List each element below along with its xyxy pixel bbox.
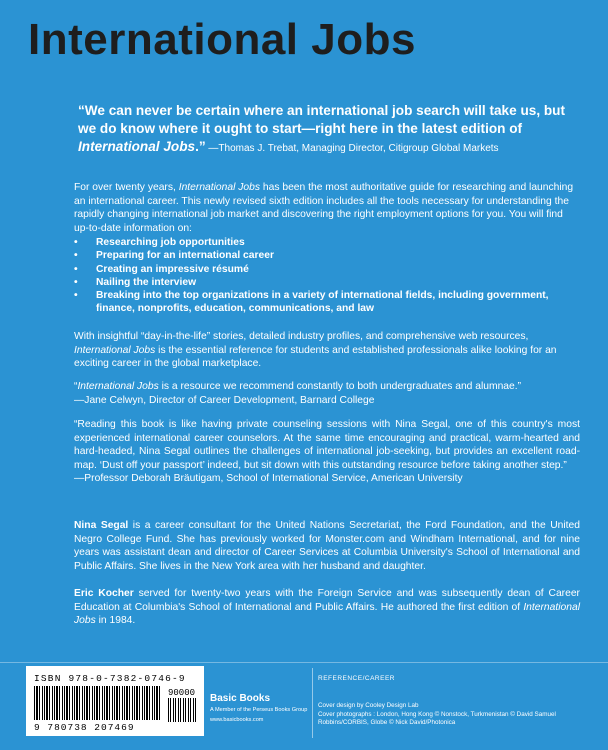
isbn-text: ISBN 978-0-7382-0746-9 [34,673,186,684]
publisher-name: Basic Books [210,693,271,704]
feature-list [74,236,580,316]
intro-paragraph [74,181,580,235]
blurb-attribution: —Professor Deborah Bräutigam, School of International Service, American University [74,473,463,485]
footer-divider [0,662,608,663]
photo-credit: Cover photographs : London, Hong Kong © Nonstock, Turkmenistan © David Samuel Robbins/CORBIS, Globe © Nick David/Photonica [318,710,556,727]
list-item: • Researching job opportunities [74,236,580,249]
footer-vertical-divider [312,668,313,738]
author-bio-segal [74,519,580,573]
price-code: 90000 [168,688,196,698]
pullquote-book-title: International Jobs [78,139,196,154]
blurb-celwyn [74,380,580,407]
price-barcode-bars [168,698,198,722]
pullquote [78,102,578,158]
author-bio-kocher [74,587,580,628]
blurb-text: “Reading this book is like having private counseling sessions with Nina Segal, one of this country's most experienced international career counselors. At the same time encouraging and practical, warm-hearted and hard-headed, Nina Segal outlines the challenges of international job-seeking, but provides an excellent road-map. ‘Dust off your passport’ indeed, but sit down with this outstanding resource before taking another step.” [74,419,580,471]
blurb-brautigam [74,418,580,486]
pullquote-close: .” [195,139,206,154]
pullquote-text: “We can never be certain where an international job search will take us, but we do know where it ought to start—right here in the latest edition of [78,103,566,136]
publisher-url: www.basicbooks.com [210,717,264,723]
list-item: • Creating an impressive résumé [74,263,580,276]
author-bio-end: in 1984. [95,615,136,627]
list-item: • Nailing the interview [74,276,580,289]
barcode-digits: 9 780738 207469 [34,722,135,733]
design-credit: Cover design by Cooley Design Lab [318,702,419,709]
barcode [26,666,204,736]
cover-credits [318,702,588,728]
blurb-text: is a resource we recommend constantly to both undergraduates and alumnae.” [158,381,522,392]
list-item: • Preparing for an international career [74,249,580,262]
category-label: REFERENCE/CAREER [318,675,395,682]
blurb-open: “ [74,381,78,392]
pullquote-attribution: —Thomas J. Trebat, Managing Director, Citigroup Global Markets [205,143,499,154]
author-name: Eric Kocher [74,588,134,599]
list-item: • Breaking into the top organizations in a variety of international fields, including government, finance, nonprofits, education, communications, and law [74,289,580,316]
intro-book-title: International Jobs [178,182,261,193]
summary-paragraph [74,330,580,371]
summary-book-title: International Jobs [74,344,156,356]
publisher-block [210,694,310,725]
blurb-attribution: —Jane Celwyn, Director of Career Development, Barnard College [74,394,375,406]
author-bio: is a career consultant for the United Nations Secretariat, the Ford Foundation, and the United Negro College Fund. She has previously worked for Monster.com and Windham International, and for nine years was assistant dean and director of Career Services at Columbia University's School of International and Public Affairs. She lives in the New York area with her husband and daughter. [74,520,580,572]
blurb-book-title: International Jobs [77,381,159,392]
author-name: Nina Segal [74,520,129,531]
barcode-bars [34,686,160,720]
summary-after: is the essential reference for students and established professionals alike looking for an exciting career in the global marketplace. [74,344,557,370]
summary-before: With insightful “day-in-the-life” stories, detailed industry profiles, and comprehensive web resources, [74,331,529,342]
publisher-member: A Member of the Perseus Books Group [210,707,308,713]
intro-after: has been the most authoritative guide for researching and launching an international career. This newly revised sixth edition includes all the tools necessary for understanding the rapidly changing international job market and discovering the right employment options for you. You will find up-to-date information on: [74,182,574,234]
author-bio: served for twenty-two years with the Foreign Service and was subsequently dean of Career Education at Columbia's School of International and Public Affairs. He authored the first edition of [74,588,580,613]
intro-before: For over twenty years, [74,182,179,193]
author-bio-book-title: International Jobs [74,601,580,627]
book-title: International Jobs [28,15,416,64]
